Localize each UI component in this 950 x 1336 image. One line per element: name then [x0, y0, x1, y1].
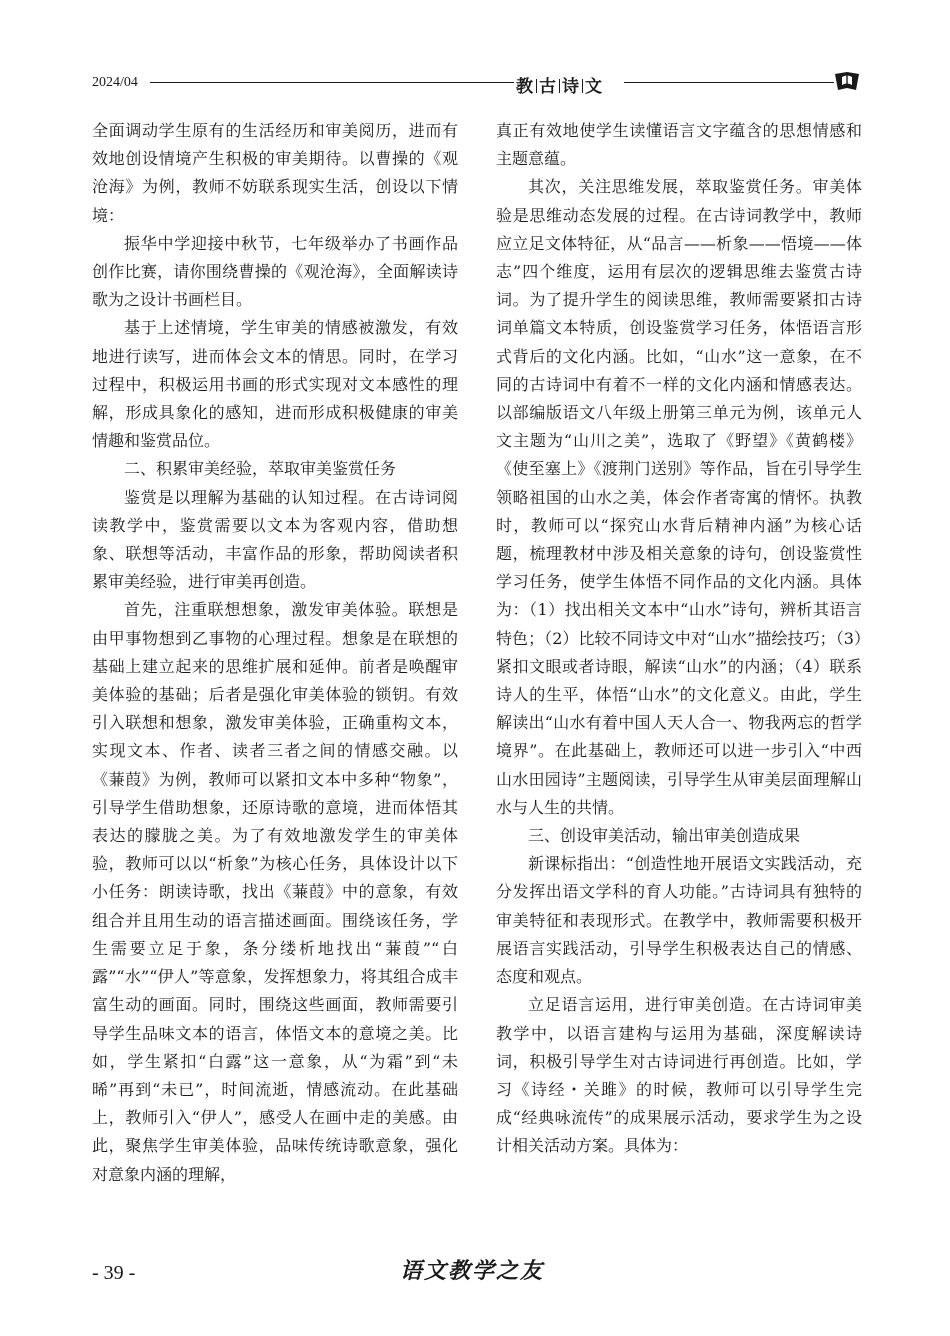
paragraph: 其次，关注思维发展，萃取鉴赏任务。审美体验是思维动态发展的过程。在古诗词教学中，教师应立足文体特征，从“品言——析象——悟境——体志”四个维度，运用有层次的逻辑思维去鉴赏古诗词。为了提升学生的阅读思维，教师需要紧扣古诗词单篇文本特质，创设鉴赏学习任务，体悟语言形式背后的文化内涵。比如，“山水”这一意象，在不同的古诗词中有着不一样的文化内涵和情感表达。以部编版语文八年级上册第三单元为例，该单元人文主题为“山川之美”，选取了《野望》《黄鹤楼》《使至塞上》《渡荆门送别》等作品，旨在引导学生领略祖国的山水之美，体会作者寄寓的情怀。执教时，教师可以“探究山水背后精神内涵”为核心话题，梳理教材中涉及相关意象的诗句，创设鉴赏性学习任务，使学生体悟不同作品的文化内涵。具体为：（1）找出相关文本中“山水”诗句，辨析其语言特色；（2）比较不同诗文中对“山水”描绘技巧；（3）紧扣文眼或者诗眼，解读“山水”的内涵；（4）联系诗人的生平，体悟“山水”的文化意义。由此，学生解读出“山水有着中国人天人合一、物我两忘的哲学境界”。在此基础上，教师还可以进一步引入“中西山水田园诗”主题阅读，引导学生从审美层面理解山水与人生的共情。: [496, 177, 862, 817]
column-separator: [582, 79, 583, 93]
paragraph: 振华中学迎接中秋节，七年级举办了书画作品创作比赛，请你围绕曹操的《观沧海》，全面解读诗歌为之设计书画栏目。: [92, 233, 458, 310]
journal-title: 语文教学之友: [400, 1258, 545, 1284]
paragraph: 全面调动学生原有的生活经历和审美阅历，进而有效地创设情境产生积极的审美期待。以曹操的《观沧海》为例，教师不妨联系现实生活，创设以下情境：: [92, 121, 458, 225]
column-char-1: 教: [516, 77, 534, 97]
section-heading: 二、积累审美经验，萃取审美鉴赏任务: [124, 459, 397, 479]
column-char-2: 古: [539, 77, 557, 97]
paragraph: 基于上述情境，学生审美的情感被激发，有效地进行读写，进而体会文本的情思。同时，在学习过程中，积极运用书画的形式实现对文本感性的理解，形成具象化的感知，进而形成积极健康的审美情趣和鉴赏品位。: [92, 318, 458, 451]
open-book-icon: [834, 70, 860, 92]
right-column: [496, 117, 862, 1161]
paragraph: 鉴赏是以理解为基础的认知过程。在古诗词阅读教学中，鉴赏需要以文本为客观内容，借助想象、联想等活动，丰富作品的形象，帮助阅读者积累审美经验，进行审美再创造。: [92, 487, 458, 592]
issue-date: 2024/04: [92, 75, 138, 90]
paragraph: 立足语言运用，进行审美创造。在古诗词审美教学中，以语言建构与运用为基础，深度解读诗词，积极引导学生对古诗词进行再创造。比如，学习《诗经・关雎》的时候，教师可以引导学生完成“经典咏流传”的成果展示活动，要求学生为之设计相关活动方案。具体为：: [496, 995, 862, 1156]
column-separator: [559, 79, 560, 93]
left-column: [92, 117, 458, 1189]
header-rule-right: [624, 82, 834, 83]
paragraph: 首先，注重联想想象，激发审美体验。联想是由甲事物想到乙事物的心理过程。想象是在联想的基础上建立起来的思维扩展和延伸。前者是唤醒审美体验的基础；后者是强化审美体验的锁钥。有效引入联想和想象，激发审美体验，正确重构文本，实现文本、作者、读者三者之间的情感交融。以《蒹葭》为例，教师可以紧扣文本中多种“物象”，引导学生借助想象，还原诗歌的意境，进而体悟其表达的朦胧之美。为了有效地激发学生的审美体验，教师可以以“析象”为核心任务，具体设计以下小任务：朗读诗歌，找出《蒹葭》中的意象，有效组合并且用生动的语言描述画面。围绕该任务，学生需要立足于象，条分缕析地找出“蒹葭”“白露”“水”“伊人”等意象，发挥想象力，将其组合成丰富生动的画面。同时，围绕这些画面，教师需要引导学生品味文本的语言，体悟文本的意境之美。比如，学生紧扣“白露”这一意象，从“为霜”到“未晞”再到“未已”，时间流逝，情感流动。在此基础上，教师引入“伊人”，感受人在画中走的美感。由此，聚焦学生审美体验，品味传统诗歌意象，强化对意象内涵的理解，: [92, 600, 458, 1184]
column-char-4: 文: [585, 77, 603, 97]
paragraph: 新课标指出：“创造性地开展语文实践活动，充分发挥出语文学科的育人功能。”古诗词具有独特的审美特征和表现形式。在教学中，教师需要积极开展语言实践活动，引导学生积极表达自己的情感、态度和观点。: [496, 854, 862, 987]
column-char-3: 诗: [562, 77, 580, 97]
paragraph: 真正有效地使学生读懂语言文字蕴含的思想情感和主题意蕴。: [496, 121, 862, 169]
page-number: - 39 -: [92, 1262, 136, 1284]
section-heading: 三、创设审美活动，输出审美创造成果: [528, 826, 801, 846]
column-name: [516, 72, 603, 97]
header-rule-left: [150, 82, 514, 83]
column-separator: [536, 79, 537, 93]
running-header: [92, 72, 858, 97]
